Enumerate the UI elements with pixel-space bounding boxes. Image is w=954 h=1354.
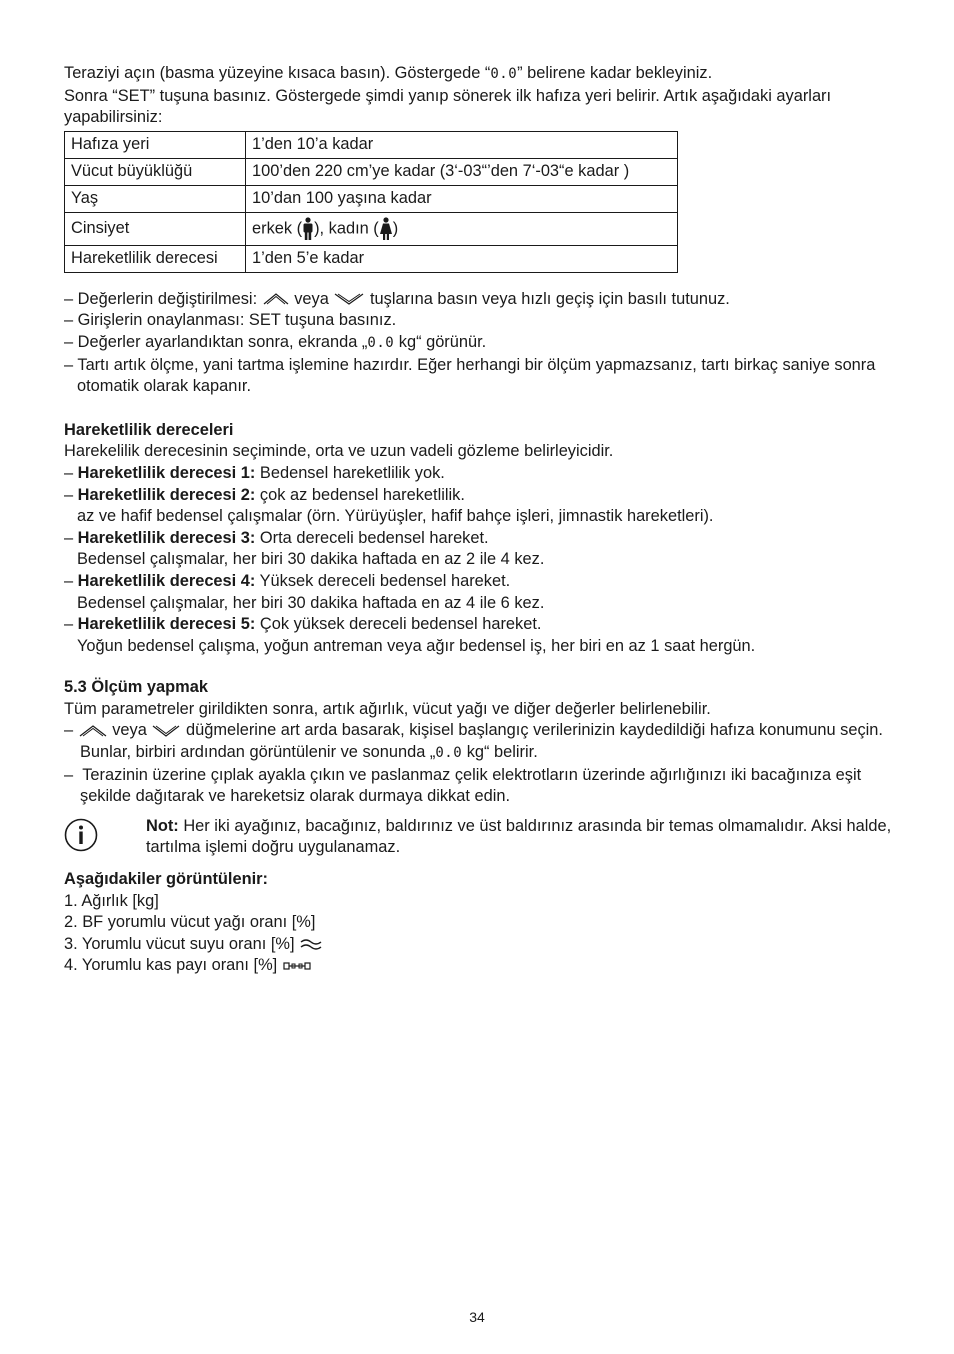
list-item: – Hareketlilik derecesi 2: çok az bedensel hareketlilik.: [64, 485, 465, 504]
table-cell-label: Yaş: [65, 185, 246, 212]
activity-intro: Harekelilik derecesinin seçiminde, orta ve uzun vadeli gözleme belirleyicidir.: [64, 442, 614, 461]
page-number: 34: [469, 1309, 485, 1325]
water-icon: [299, 938, 323, 950]
display-zero: 0.0: [490, 66, 518, 82]
display-zero: 0.0: [367, 334, 395, 351]
arrow-down-icon: [333, 292, 365, 306]
display-zero: 0.0: [435, 745, 463, 762]
activity-list: [64, 463, 894, 657]
instruction-ready: – Tartı artık ölçme, yani tartma işlemine hazırdır. Eğer herhangi bir ölçüm yapmazsanız, tartı birkaç saniye sonra otomatik olarak kapanır.: [64, 355, 876, 396]
intro-line-2: Sonra “SET” tuşuna basınız. Göstergede şimdi yanıp sönerek ilk hafıza yeri belirir. Artık aşağıdaki ayarları yapabilirsiniz:: [64, 86, 832, 127]
table-cell-label: Hareketlilik derecesi: [65, 245, 246, 272]
instruction-change-values: – Değerlerin değiştirilmesi: veya tuşlarına basın veya hızlı geçiş için basılı tutunuz.: [64, 289, 730, 308]
list-item: 2. BF yorumlu vücut yağı oranı [%]: [64, 913, 316, 932]
table-row: [65, 158, 678, 185]
activity-heading: Hareketlilik dereceleri: [64, 420, 234, 439]
note-box: [64, 816, 894, 859]
list-item-detail: Bedensel çalışmalar, her biri 30 dakika haftada en az 2 ile 4 kez.: [77, 550, 545, 569]
table-cell-value: 1’den 5’e kadar: [246, 245, 678, 272]
list-item: – Hareketlilik derecesi 4: Yüksek dereceli bedensel hareket.: [64, 571, 511, 590]
display-list-heading: Aşağıdakiler görüntülenir:: [64, 870, 269, 889]
list-item-detail: Yoğun bedensel çalışma, yoğun antreman veya ağır bedensel iş, her biri en az 1 saat hergün.: [77, 636, 756, 655]
table-row: [65, 212, 678, 245]
male-icon: [302, 217, 314, 241]
intro-line-1: Teraziyi açın (basma yüzeyine kısaca basın). Göstergede “0.0” belirene kadar bekleyiniz.: [64, 64, 713, 82]
female-icon: [379, 217, 393, 241]
arrow-up-icon: [262, 292, 290, 306]
list-item: 3. Yorumlu vücut suyu oranı [%]: [64, 934, 894, 956]
measure-step-stand: – Terazinin üzerine çıplak ayakla çıkın ve paslanmaz çelik elektrotların üzerinde ağırlığınızı iki bacağınıza eşit şekilde dağıtarak ve hareketsiz olarak durmaya dikkat edin.: [64, 765, 862, 806]
arrow-down-icon: [151, 724, 181, 738]
document-page: [64, 63, 894, 977]
measure-intro: Tüm parametreler girildikten sonra, artık ağırlık, vücut yağı ve diğer değerler belirlenebilir.: [64, 699, 711, 718]
dumbbell-icon: [282, 960, 312, 972]
list-item: 1. Ağırlık [kg]: [64, 891, 159, 910]
measure-step-select: – veya düğmelerine art arda basarak, kişisel başlangıç verilerinizin kaydedildiği hafıza konumunu seçin. Bunlar, birbiri ardından görüntülenir ve sonunda „0.0 kg“ belirir.: [64, 721, 883, 762]
note-text: Not: Her iki ayağınız, bacağınız, baldırınız ve üst baldırınız arasında bir temas olmamalıdır. Aksi halde, tartılma işlemi doğru uygulanamaz.: [146, 816, 892, 857]
table-cell-value: 100’den 220 cm’ye kadar (3‘-03“’den 7‘-03“e kadar ): [246, 158, 678, 185]
settings-table: [64, 131, 678, 273]
table-cell-label: Vücut büyüklüğü: [65, 158, 246, 185]
instruction-confirm: – Girişlerin onaylanması: SET tuşuna basınız.: [64, 311, 397, 330]
list-item: – Hareketlilik derecesi 3: Orta dereceli bedensel hareket.: [64, 528, 489, 547]
table-row: [65, 131, 678, 158]
instruction-display: – Değerler ayarlandıktan sonra, ekranda „0.0 kg“ görünür.: [64, 332, 487, 351]
list-item-detail: Bedensel çalışmalar, her biri 30 dakika haftada en az 4 ile 6 kez.: [77, 593, 545, 612]
table-cell-label: Hafıza yeri: [65, 131, 246, 158]
info-icon: [64, 818, 98, 852]
table-row: [65, 245, 678, 272]
table-cell-value: erkek ( ), kadın ( ): [246, 212, 678, 245]
table-row: [65, 185, 678, 212]
list-item: – Hareketlilik derecesi 1: Bedensel hareketlilik yok.: [64, 463, 445, 482]
table-cell-value: 1’den 10’a kadar: [246, 131, 678, 158]
measure-heading: 5.3 Ölçüm yapmak: [64, 678, 208, 697]
list-item: – Hareketlilik derecesi 5: Çok yüksek dereceli bedensel hareket.: [64, 615, 542, 634]
table-cell-value: 10’dan 100 yaşına kadar: [246, 185, 678, 212]
table-cell-label: Cinsiyet: [65, 212, 246, 245]
list-item-detail: az ve hafif bedensel çalışmalar (örn. Yürüyüşler, hafif bahçe işleri, jimnastik hareketleri).: [77, 507, 714, 526]
list-item: 4. Yorumlu kas payı oranı [%]: [64, 955, 894, 977]
arrow-up-icon: [78, 724, 108, 738]
